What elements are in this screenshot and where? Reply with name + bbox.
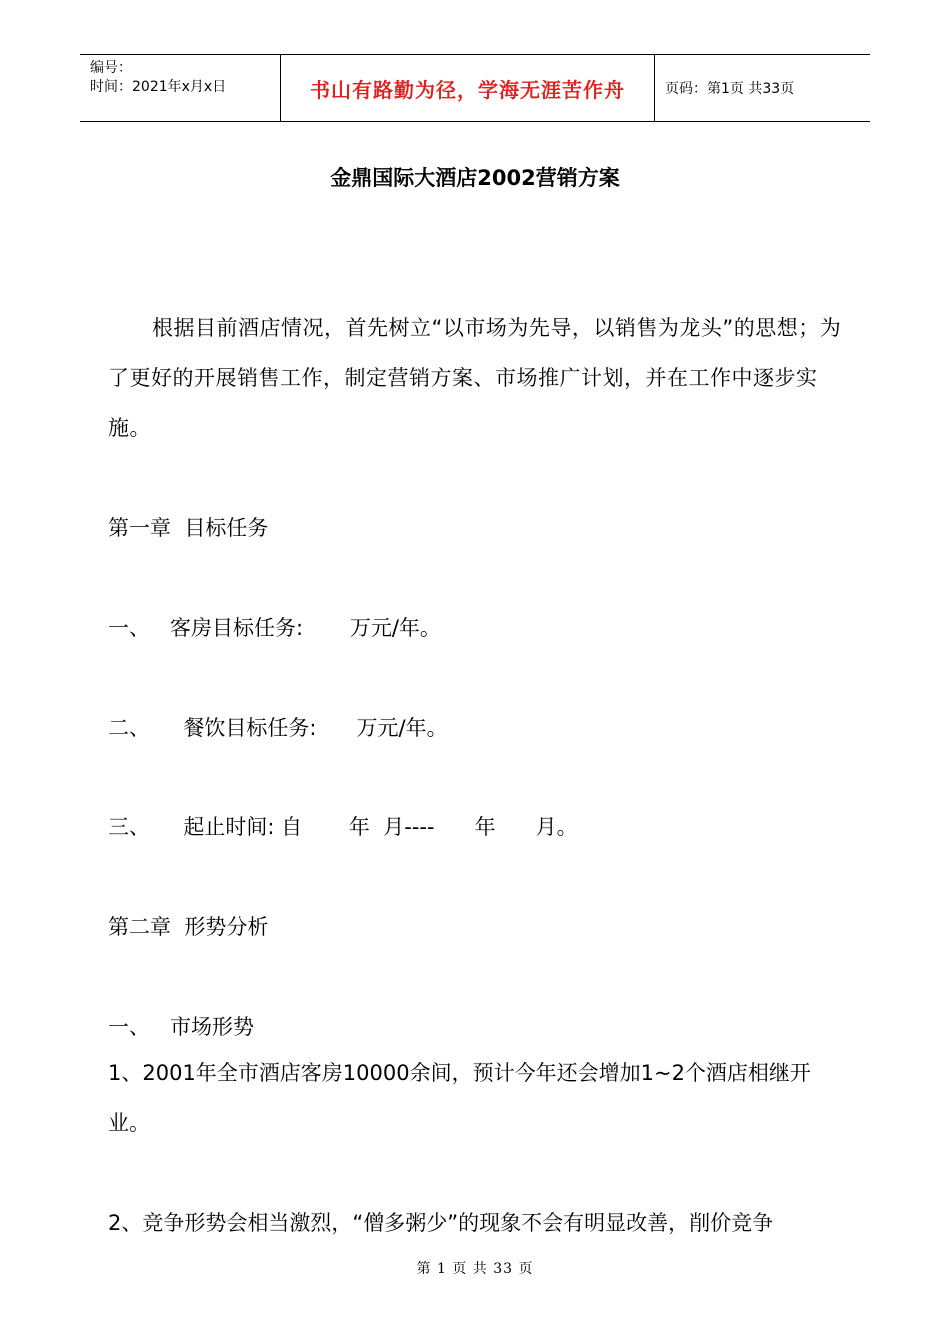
header-motto-cell <box>281 55 655 121</box>
target-item-period: 三、 起止时间: 自 年 月---- 年 月。 <box>108 815 578 839</box>
target-item-rooms: 一、 客房目标任务: 万元/年。 <box>108 616 441 640</box>
time-label: 时间：2021年x月x日 <box>90 79 227 95</box>
page-header <box>80 54 870 122</box>
page-footer: 第 1 页 共 33 页 <box>416 1261 534 1277</box>
page-info-text: 页码：第1页 共33页 <box>665 81 795 97</box>
target-item-dining: 二、 餐饮目标任务: 万元/年。 <box>108 716 448 740</box>
chapter-1-heading: 第一章 目标任务 <box>108 516 269 540</box>
market-heading: 一、 市场形势 <box>108 1015 255 1039</box>
market-point-2: 2、竞争形势会相当激烈，“僧多粥少”的现象不会有明显改善，削价竞争 <box>108 1211 774 1235</box>
document-title: 金鼎国际大酒店2002营销方案 <box>330 166 620 190</box>
market-point-1: 1、2001年全市酒店客房10000余间，预计今年还会增加1~2个酒店相继开业。 <box>108 1061 811 1135</box>
intro-paragraph: 根据目前酒店情况，首先树立“以市场为先导，以销售为龙头”的思想；为了更好的开展销售工作，制定营销方案、市场推广计划，并在工作中逐步实施。 <box>108 316 842 440</box>
chapter-2-heading: 第二章 形势分析 <box>108 915 269 939</box>
header-page-info <box>655 55 870 121</box>
header-motto: 书山有路勤为径，学海无涯苦作舟 <box>310 77 625 102</box>
header-meta <box>80 55 281 121</box>
number-label: 编号： <box>90 60 132 76</box>
